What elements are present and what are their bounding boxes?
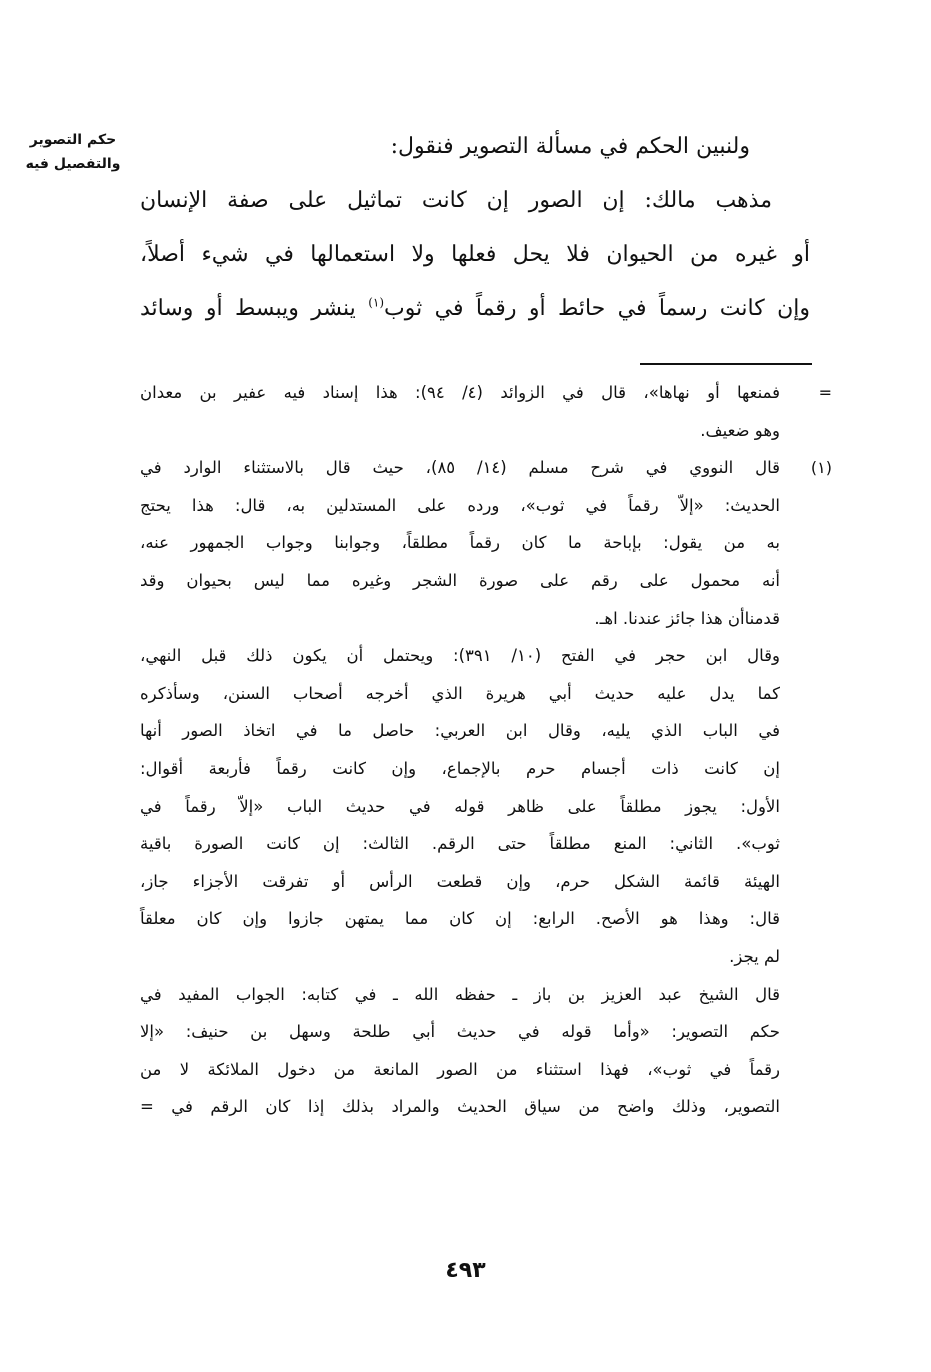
footnote-reference: (١) <box>368 295 385 310</box>
main-text-line: أو غيره من الحيوان فلا يحل فعلها ولا استعمالها في شيء أصلاً، <box>140 242 810 267</box>
margin-note-line: حكم التصوير <box>29 132 117 148</box>
footnote-line: كما يدل عليه حديث أبي هريرة الذي أخرجه أصحاب السنن، وسأذكره <box>140 683 780 703</box>
footnote-line: قال: وهذا هو الأصح. الرابع: إن كان مما يمتهن جازوا وإن كان معلقاً <box>140 909 780 929</box>
main-text-line: ولنبين الحكم في مسألة التصوير فنقول: <box>390 134 750 159</box>
main-text-line: مذهب مالك: إن الصور إن كانت تماثيل على صفة الإنسان <box>140 188 772 213</box>
footnote-line: الهيئة قائمة الشكل حرم، وإن قطعت الرأس أو تفرقت الأجزاء جاز، <box>140 871 780 891</box>
footnote-paragraph-ibn-hajar <box>140 637 840 975</box>
footnote-line: أنه محمول على رقم على صورة الشجر وغيره مما ليس بحيوان وقد <box>140 570 780 590</box>
page-number: ٤٩٣ <box>445 1258 486 1283</box>
footnote-line: وهو ضعيف. <box>700 420 780 440</box>
footnote-line: في الباب الذي يليه، وقال ابن العربي: حاصل ما في اتخاذ الصور أنها <box>140 721 780 741</box>
footnote-line: الأول: يجوز مطلقاً على ظاهر قوله في حديث الباب «إلاّ رقماً في <box>140 796 780 816</box>
footnote-line: ثوب». الثاني: المنع مطلقاً حتى الرقم. الثالث: إن كانت الصورة باقية <box>140 834 780 854</box>
main-text-line-with-footnote <box>140 282 810 336</box>
footnote-line: قدمناأن هذا جائز عندنا. اهـ. <box>594 608 780 628</box>
footnote-line: به من يقول: بإباحة ما كان رقماً مطلقاً، وجوابنا وجواب الجمهور عنه، <box>140 533 780 553</box>
footnote-line: قال الشيخ عبد العزيز بن باز ـ حفظه الله ـ في كتابه: الجواب المفيد في <box>140 984 780 1004</box>
margin-note-line: والتفصيل فيه <box>25 156 121 172</box>
footnote-separator <box>640 363 812 365</box>
footnote-line: وقال ابن حجر في الفتح (١٠/ ٣٩١): ويحتمل أن يكون ذلك قبل النهي، <box>140 646 780 666</box>
footnote-number: (١) <box>810 458 832 478</box>
margin-note <box>18 128 128 176</box>
footnote-line: الحديث: «إلاّ رقماً في ثوب»، ورده على المستدلين به، قال: هذا يحتج <box>140 495 780 515</box>
footnote-line: رقماً في ثوب»، فهذا استثناء من الصور المانعة من دخول الملائكة لا من <box>140 1059 780 1079</box>
continuation-marker: = <box>818 383 832 402</box>
main-text <box>140 120 810 336</box>
footnote-line: حكم التصوير: «وأما قوله في حديث أبي طلحة وسهل بن حنيف: «إلا <box>140 1022 780 1042</box>
footnote-paragraph-ibn-baz <box>140 976 840 1126</box>
main-text-segment: ينشر ويبسط أو وسائد <box>140 296 356 321</box>
main-text-segment: وإن كانت رسماً في حائط أو رقماً في ثوب <box>384 296 811 321</box>
footnote-1 <box>140 449 840 637</box>
footnote-line: إن كانت ذات أجسام حرم بالإجماع، وإن كانت رقماً فأربعة أقوال: <box>140 758 780 778</box>
footnote-line: لم يجز. <box>729 946 780 966</box>
footnote-line: قال النووي في شرح مسلم (١٤/ ٨٥)، حيث قال بالاستثناء الوارد في <box>140 458 780 478</box>
footnote-line: التصوير، وذلك واضح من سياق الحديث والمراد بذلك إذا كان الرقم في = <box>140 1097 780 1117</box>
footnote-line: فمنعها أو نهاها»، قال في الزوائد (٤/ ٩٤): هذا إسناد فيه عفير بن معدان <box>140 383 780 402</box>
footnotes <box>140 374 840 1126</box>
footnote-continuation <box>140 374 840 449</box>
